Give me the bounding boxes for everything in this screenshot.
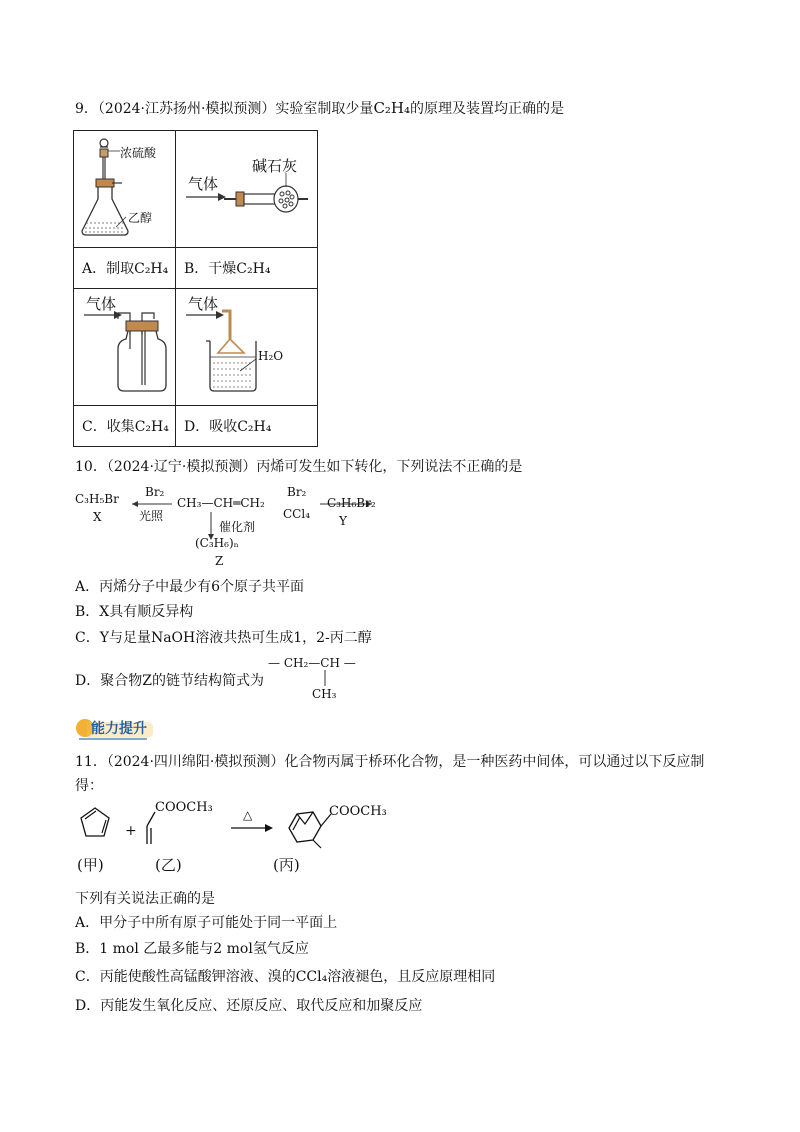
q11-stem-line2: 得： xyxy=(75,778,103,794)
plus-sign: + xyxy=(125,823,137,839)
q9-stem: 9．（2024·江苏扬州·模拟预测）实验室制取少量C₂H₄的原理及装置均正确的是 xyxy=(75,99,565,117)
scheme-z-label: Z xyxy=(215,554,224,568)
panel-b-caption-cell xyxy=(176,248,317,288)
panel-b-caption: B．干燥C₂H₄ xyxy=(184,261,271,277)
banner-title: 能力提升 xyxy=(91,721,147,737)
scheme-x-label: X xyxy=(93,510,102,524)
q10-reaction-scheme xyxy=(75,482,415,572)
reagent2-group: COOCH₃ xyxy=(155,800,213,815)
q10-option-b: B．X具有顺反异构 xyxy=(75,604,194,620)
panel-a-label-acid: 浓硫酸 xyxy=(120,146,157,160)
scheme-arrows xyxy=(127,494,427,564)
scheme-catalyst: 催化剂 xyxy=(219,520,256,534)
name-bing: (丙) xyxy=(273,856,300,874)
heat-symbol: △ xyxy=(243,808,253,822)
scheme-y-formula: C₃H₆Br₂ xyxy=(327,496,376,510)
scheme-left-condition: 光照 xyxy=(139,509,164,523)
scheme-right-condition: CCl₄ xyxy=(283,507,311,521)
panel-b-label-sodalime: 碱石灰 xyxy=(252,157,298,175)
q11-option-c: C．丙能使酸性高锰酸钾溶液、溴的CCl₄溶液褪色，且反应原理相同 xyxy=(75,969,496,985)
panel-d-caption: D．吸收C₂H₄ xyxy=(184,419,272,435)
q10-d-struct-bond xyxy=(320,670,330,688)
ability-banner xyxy=(75,718,155,740)
panel-b-label-gas: 气体 xyxy=(188,175,219,193)
scheme-z-formula: (C₃H₆)ₙ xyxy=(195,536,239,550)
panel-c-caption: C．收集C₂H₄ xyxy=(82,419,169,435)
scheme-left-reagent: Br₂ xyxy=(145,485,165,499)
panel-b-figure xyxy=(176,131,317,247)
acrylate-icon xyxy=(147,812,155,826)
q11-option-b: B．1 mol 乙最多能与2 mol氢气反应 xyxy=(75,941,309,957)
name-yi: (乙) xyxy=(155,856,182,874)
panel-a-figure xyxy=(74,131,175,247)
q11-stem-line1: 11．（2024·四川绵阳·模拟预测）化合物丙属于桥环化合物，是一种医药中间体，可以通过以下反应制 xyxy=(75,754,705,770)
q11-lead: 下列有关说法正确的是 xyxy=(75,891,215,907)
scheme-x-formula: C₃H₅Br xyxy=(75,492,119,506)
norbornene-icon xyxy=(289,812,321,842)
panel-c-label-gas: 气体 xyxy=(86,295,117,313)
q11-option-a: A．甲分子中所有原子可能处于同一平面上 xyxy=(75,915,338,931)
q10-option-a: A．丙烯分子中最少有6个原子共平面 xyxy=(75,579,305,595)
q10-stem: 10．（2024·辽宁·模拟预测）丙烯可发生如下转化，下列说法不正确的是 xyxy=(75,459,523,475)
panel-d-label-water: H₂O xyxy=(258,349,284,363)
q10-option-c: C．Y与足量NaOH溶液共热可生成1，2-丙二醇 xyxy=(75,630,372,646)
q9-apparatus-table xyxy=(73,130,318,447)
q11-reaction xyxy=(75,800,405,882)
scheme-propene: CH₃—CH═CH₂ xyxy=(177,496,265,510)
panel-a-label-ethanol: 乙醇 xyxy=(128,211,153,225)
panel-a-caption-cell xyxy=(74,248,175,288)
q11-option-d: D．丙能发生氧化反应、还原反应、取代反应和加聚反应 xyxy=(75,998,423,1014)
name-jia: (甲) xyxy=(77,856,104,874)
q10-d-struct-main: — CH₂—CH — xyxy=(268,656,356,670)
scheme-y-label: Y xyxy=(339,514,347,528)
panel-c-figure xyxy=(74,289,175,405)
q10-option-d: D．聚合物Z的链节结构简式为 xyxy=(75,673,264,689)
panel-d-caption-cell xyxy=(176,406,317,446)
panel-c-caption-cell xyxy=(74,406,175,446)
product-group: COOCH₃ xyxy=(329,804,387,819)
panel-d-figure xyxy=(176,289,317,405)
panel-d-label-gas: 气体 xyxy=(188,295,219,313)
q10-d-struct-methyl: CH₃ xyxy=(312,687,337,701)
panel-a-caption: A．制取C₂H₄ xyxy=(82,261,169,277)
scheme-right-reagent: Br₂ xyxy=(287,485,307,499)
